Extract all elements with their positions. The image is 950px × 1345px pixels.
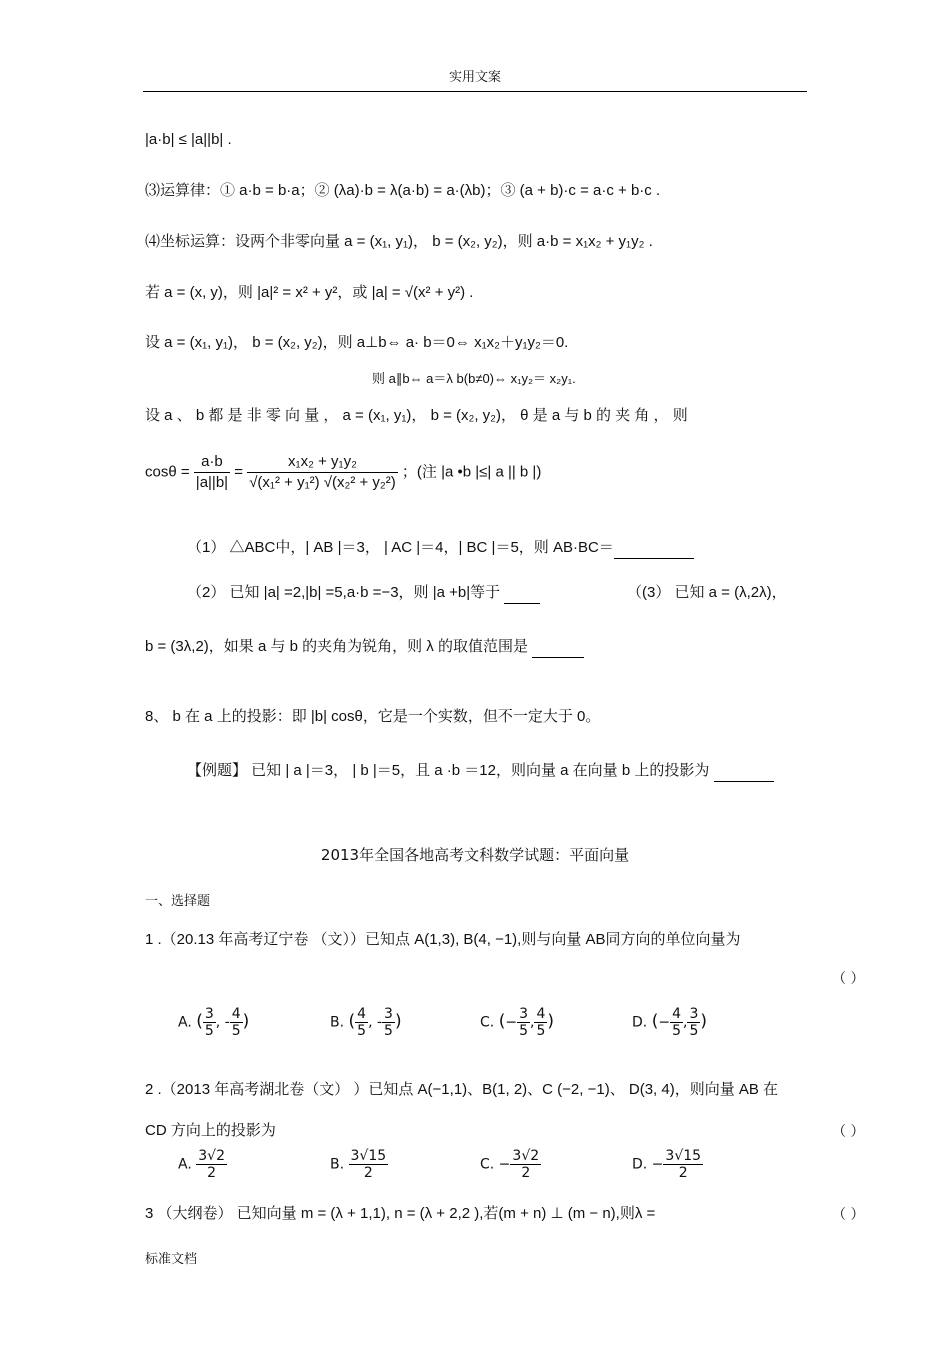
cos-formula: cosθ = $\frac{a\cdot b}{|a||b|}$ = $\frac{\text{x₁x₂ + y₁y₂}}{\text{√(x₁² + y₁²) √(x₂² + y₂²)}}$ ；(注 |a •b |≤| a || b |) [145,453,542,491]
line-magnitude: 若 a = (x, y)，则 |a|² = x² + y²，或 |a| = √(x² + y²) . [145,284,474,301]
question-2-line-1: 2 .（2013 年高考湖北卷（文） ）已知点 A(−1,1)、B(1, 2)、C (−2, −1)、 D(3, 4)，则向量 AB 在 [145,1081,779,1098]
section-title: 2013年全国各地高考文科数学试题：平面向量 [320,846,630,864]
answer-blank [504,583,540,604]
answer-blank [614,538,694,559]
projection-def: 8、 b 在 a 上的投影：即 |b| cosθ，它是一个实数，但不一定大于 0。 [145,708,601,725]
exercise-3-start: （(3） 已知 a = (λ,2λ)， [627,584,787,601]
cos-fraction-2: $\frac{\text{x₁x₂ + y₁y₂}}{\text{√(x₁² + y₁²) √(x₂² + y₂²)}}$ [249,453,396,491]
question-3: 3 （大纲卷） 已知向量 m = (λ + 1,1), n = (λ + 2,2 ),若(m + n) ⊥ (m − n),则λ = [145,1205,656,1222]
q2-option-a: A. $\frac{3√2}{2}$ [178,1148,225,1181]
answer-blank [532,637,584,658]
header-rule [143,91,807,92]
line-perpendicular: 设 a = (x₁, y₁)， b = (x₂, y₂)，则 a⊥b⇔ a· b＝0⇔ x₁x₂＋y₁y₂＝0. [145,334,569,351]
q2-option-d: D. − $\frac{3√15}{2}$ [632,1148,702,1181]
question-3-answer-paren: （ ） [832,1207,865,1223]
line-coordinate-ops: ⑷坐标运算：设两个非零向量 a = (x₁, y₁)， b = (x₂, y₂)，则 a·b = x₁x₂ + y₁y₂ . [145,233,653,250]
page-footer: 标准文档 [145,1252,198,1267]
exercise-3-end: b = (3λ,2)，如果 a 与 b 的夹角为锐角，则 λ 的取值范围是 [145,637,584,658]
example-projection: 【例题】 已知 | a |＝3， | b |＝5，且 a ·b ＝12，则向量 a 在向量 b 上的投影为 [187,761,774,782]
q1-option-d: D. (− $\frac{4}{5}$ , $\frac{3}{5}$ ) [632,1006,707,1039]
line-cauchy: |a·b| ≤ |a||b| . [145,131,232,148]
q2-option-c: C. − $\frac{3√2}{2}$ [480,1148,540,1181]
cos-fraction-1: $\frac{a\cdot b}{|a||b|}$ [195,453,229,491]
line-angle-def: 设 a 、 b 都 是 非 零 向 量 ， a = (x₁, y₁)， b = (x₂, y₂)， θ 是 a 与 b 的 夹 角 ， 则 [145,407,688,424]
question-1: 1 .（20.13 年高考辽宁卷 （文））已知点 A(1,3), B(4, −1),则与向量 AB同方向的单位向量为 [145,931,741,948]
answer-blank [714,761,774,782]
cos-note: ；(注 |a •b |≤| a || b |) [401,463,542,481]
exercise-1: （1） △ABC中，| AB |＝3， | AC |＝4，| BC |＝5，则 AB·BC＝ [187,538,694,559]
cos-lhs: cosθ = [145,463,190,481]
q2-option-b: B. $\frac{3√15}{2}$ [330,1148,387,1181]
question-2-answer-paren: （ ） [832,1124,865,1140]
question-2-line-2: CD 方向上的投影为 [145,1122,276,1139]
line-operation-laws: ⑶运算律：① a·b = b·a；② (λa)·b = λ(a·b) = a·(λb)；③ (a + b)·c = a·c + b·c . [145,182,661,199]
q1-option-a: A. ( $\frac{3}{5}$ , - $\frac{4}{5}$ ) [178,1006,250,1039]
question-1-answer-paren: （ ） [832,971,865,987]
line-parallel: 则 a∥b⇔ a＝λ b(b≠0)⇔ x₁y₂＝ x₂y₁. [372,371,576,386]
section-label: 一、选择题 [145,894,211,909]
exercise-2: （2） 已知 |a| =2,|b| =5,a·b =−3，则 |a +b|等于 [187,583,540,604]
q1-option-b: B. ( $\frac{4}{5}$ , - $\frac{3}{5}$ ) [330,1006,402,1039]
q1-option-c: C. (− $\frac{3}{5}$ , $\frac{4}{5}$ ) [480,1006,554,1039]
page-header: 实用文案 [448,70,501,85]
